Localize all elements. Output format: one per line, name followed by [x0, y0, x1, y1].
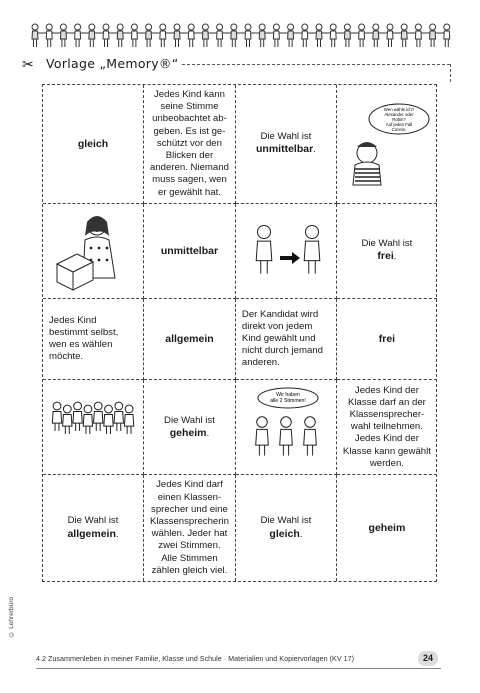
memory-card-grid	[42, 84, 437, 582]
speech-bubble-text: Alexander oder	[384, 111, 414, 117]
direct-vote-arrow-icon	[242, 208, 330, 294]
page-title: Vorlage „Memory®“	[46, 56, 179, 71]
memory-card	[144, 380, 236, 475]
scissors-icon: ✂	[22, 56, 34, 72]
memory-card	[337, 299, 437, 381]
card-description: Jedes Kind kann seine Stimme unbeobachtet ab-geben. Es ist ge-schützt vor den Blicken der anderen. Niemand muss sagen, wen er gewählt hat.	[150, 89, 229, 198]
card-statement-term: allgemein	[67, 527, 116, 540]
card-term: frei	[378, 333, 396, 345]
card-statement-term: gleich	[269, 527, 300, 540]
footer-text: 4.2 Zusammenleben in meiner Familie, Klasse und Schule · Materialien und Kopiervorlagen (KV 17)	[36, 654, 355, 663]
memory-card	[337, 204, 437, 299]
speech-bubble-text: alle 2 Stimmen!	[270, 398, 306, 405]
page-number: 24	[418, 651, 438, 666]
ballot-box-voter-icon	[49, 208, 137, 294]
card-description: Der Kandidat wird direkt von jedem Kind gewählt und nicht durch jemand anderen.	[241, 308, 323, 369]
cut-line	[182, 64, 450, 65]
speech-bubble-text: Wir haben	[276, 392, 300, 399]
memory-card-picture	[43, 204, 144, 299]
card-term: geheim	[368, 522, 406, 535]
card-statement-suffix: .	[299, 528, 303, 540]
card-statement	[67, 515, 118, 540]
card-term: allgemein	[165, 333, 214, 345]
card-statement-prefix: Die Wahl ist	[260, 515, 312, 527]
card-description: Jedes Kind bestimmt selbst, wen es wählen möchte.	[49, 314, 119, 363]
memory-card	[144, 204, 236, 299]
three-children-speech-icon	[242, 384, 330, 470]
children-border-icon	[28, 22, 458, 48]
memory-card	[144, 475, 236, 581]
card-statement-suffix: .	[393, 251, 397, 263]
card-term: unmittelbar	[160, 244, 219, 257]
memory-card	[144, 299, 236, 381]
card-term: gleich	[77, 137, 109, 150]
card-statement-term: frei	[377, 250, 394, 263]
card-statement-term: unmittelbar	[256, 143, 314, 156]
card-statement	[362, 238, 413, 263]
memory-card-picture	[236, 380, 337, 475]
speech-bubble-text: Wen wähle ich?	[383, 106, 415, 112]
cut-line-vertical	[450, 64, 451, 82]
memory-card	[43, 85, 144, 204]
speech-bubble-text: Robin?	[392, 116, 406, 122]
copyright-note: © Lehrerbüro	[8, 597, 15, 638]
memory-card	[236, 299, 337, 381]
memory-card-picture	[236, 204, 337, 299]
card-statement-prefix: Die Wahl ist	[361, 238, 413, 250]
card-description: Jedes Kind der Klasse darf an der Klassensprecher-wahl teilnehmen. Jedes Kind der Klasse kann gewählt werden.	[342, 384, 431, 469]
card-statement-prefix: Die Wahl ist	[67, 515, 119, 527]
card-statement-prefix: Die Wahl ist	[164, 414, 215, 426]
child-thinking-icon	[343, 101, 431, 187]
memory-card	[144, 85, 236, 204]
card-description: Jedes Kind darf einen Klassen-sprecher und eine Klassensprecherin wählen. Jeder hat zwei Stimmen. Alle Stimmen zählen gleich viel.	[150, 479, 229, 576]
class-group-icon	[49, 384, 137, 470]
memory-card	[337, 475, 437, 581]
card-statement-term: geheim	[169, 426, 207, 439]
speech-bubble-text: Auf jeden Fall	[385, 121, 413, 127]
card-statement	[164, 415, 215, 440]
card-statement-suffix: .	[115, 528, 119, 540]
memory-card	[43, 475, 144, 581]
speech-bubble-text: Connin.	[391, 126, 407, 132]
card-statement-suffix: .	[206, 427, 210, 439]
memory-card	[337, 380, 437, 475]
card-statement-suffix: .	[313, 144, 316, 156]
footer-rule	[36, 668, 441, 669]
card-statement	[256, 131, 316, 156]
memory-card-picture	[43, 380, 144, 475]
card-statement-prefix: Die Wahl ist	[260, 131, 312, 143]
card-statement	[261, 515, 312, 540]
memory-card	[43, 299, 144, 381]
memory-card	[236, 475, 337, 581]
memory-card	[236, 85, 337, 204]
memory-card-picture	[337, 85, 437, 204]
